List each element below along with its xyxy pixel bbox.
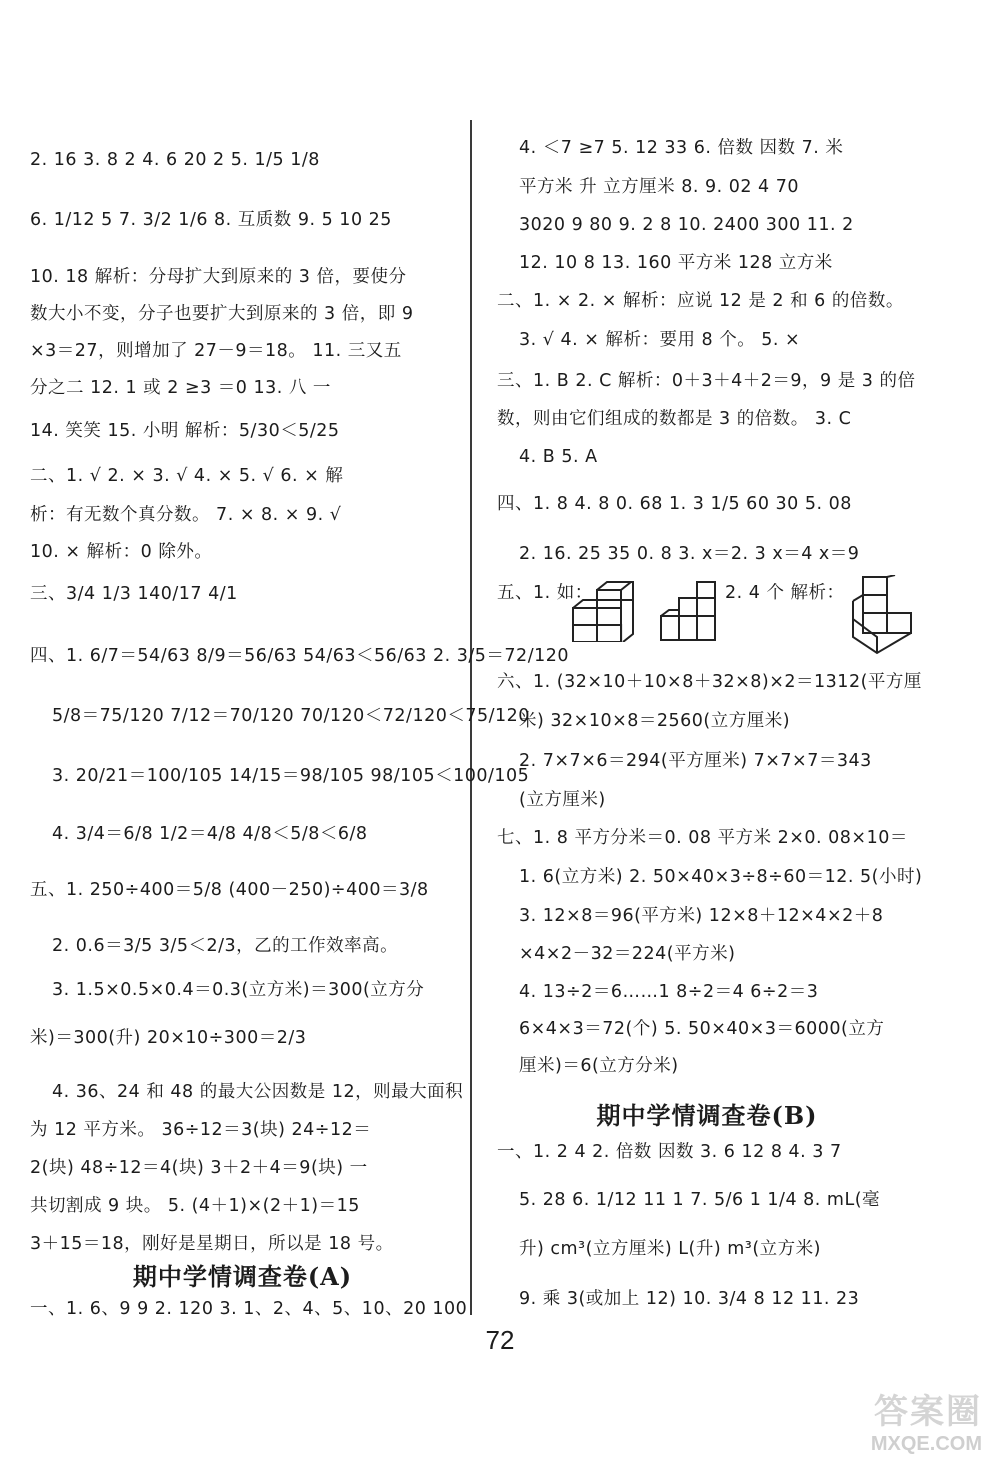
answer-line: 为 12 平方米。 36÷12＝3(块) 24÷12＝ [30, 1120, 372, 1140]
answer-line: 14. 笑笑 15. 小明 解析：5/30＜5/25 [30, 421, 340, 441]
answer-line: 2. 16. 25 35 0. 8 3. x＝2. 3 x＝4 x＝9 [519, 544, 860, 564]
section-title: 期中学情调查卷(A) [132, 1262, 353, 1291]
answer-line: 4. 13÷2＝6……1 8÷2＝4 6÷2＝3 [519, 982, 819, 1002]
cube-stack-figure-1 [569, 580, 649, 642]
answer-line: ×3＝27，则增加了 27－9＝18。 11. 三又五 [30, 341, 402, 361]
answer-line: 厘米)＝6(立方分米) [519, 1056, 679, 1076]
answer-line: 五、1. 250÷400＝5/8 (400－250)÷400＝3/8 [30, 880, 429, 900]
answer-line: 四、1. 6/7＝54/63 8/9＝56/63 54/63＜56/63 2. 3/5＝72/120 [30, 646, 569, 666]
answer-line: 3＋15＝18，刚好是星期日，所以是 18 号。 [30, 1234, 394, 1254]
answer-line: 3020 9 80 9. 2 8 10. 2400 300 11. 2 [519, 215, 854, 235]
answer-line: 2. 0.6＝3/5 3/5＜2/3，乙的工作效率高。 [52, 936, 399, 956]
answer-line: (立方厘米) [519, 790, 606, 810]
answer-line: 4. 36、24 和 48 的最大公因数是 12，则最大面积 [52, 1082, 464, 1102]
answer-line: 9. 乘 3(或加上 12) 10. 3/4 8 12 11. 23 [519, 1289, 860, 1309]
answer-line: 3. 20/21＝100/105 14/15＝98/105 98/105＜100/105 [52, 766, 530, 786]
answer-line: 2(块) 48÷12＝4(块) 3＋2＋4＝9(块) 一 [30, 1158, 368, 1178]
answer-line: 10. 18 解析：分母扩大到原来的 3 倍，要使分 [30, 267, 407, 287]
answer-line: 12. 10 8 13. 160 平方米 128 立方米 [519, 253, 833, 273]
answer-line: 5/8＝75/120 7/12＝70/120 70/120＜72/120＜75/120 [52, 706, 530, 726]
answer-line: 3. 1.5×0.5×0.4＝0.3(立方米)＝300(立方分 [52, 980, 425, 1000]
answer-line: 米)＝300(升) 20×10÷300＝2/3 [30, 1028, 307, 1048]
answer-line: 二、1. × 2. × 解析：应说 12 是 2 和 6 的倍数。 [497, 291, 904, 311]
answer-line: 2. 16 3. 8 2 4. 6 20 2 5. 1/5 1/8 [30, 150, 320, 170]
answer-line: 4. B 5. A [519, 447, 598, 467]
answer-line: 五、1. 如： [497, 583, 593, 603]
answer-line: 3. 12×8＝96(平方米) 12×8＋12×4×2＋8 [519, 906, 884, 926]
answer-line: 四、1. 8 4. 8 0. 68 1. 3 1/5 60 30 5. 08 [497, 494, 852, 514]
answer-line: 一、1. 6、9 9 2. 120 3. 1、2、4、5、10、20 100 [30, 1299, 468, 1319]
watermark-url: MXQE.COM [870, 1433, 982, 1455]
watermark-logo [842, 1384, 982, 1464]
answer-line: 数大小不变，分子也要扩大到原来的 3 倍，即 9 [30, 304, 414, 324]
answer-line: 4. 3/4＝6/8 1/2＝4/8 4/8＜5/8＜6/8 [52, 824, 368, 844]
answer-line: 米) 32×10×8＝2560(立方厘米) [519, 711, 791, 731]
cube-stack-figure-3 [849, 575, 915, 655]
answer-line: 6×4×3＝72(个) 5. 50×40×3＝6000(立方 [519, 1019, 885, 1039]
answer-line: 2. 4 个 解析： [725, 583, 845, 603]
answer-line: 升) cm³(立方厘米) L(升) m³(立方米) [519, 1239, 821, 1259]
answer-line: 6. 1/12 5 7. 3/2 1/6 8. 互质数 9. 5 10 25 [30, 210, 392, 230]
answer-line: 数，则由它们组成的数都是 3 的倍数。 3. C [497, 409, 852, 429]
cube-stack-figure-2 [657, 580, 719, 642]
answer-line: 1. 6(立方米) 2. 50×40×3÷8÷60＝12. 5(小时) [519, 867, 923, 887]
answer-line: 二、1. √ 2. × 3. √ 4. × 5. √ 6. × 解 [30, 466, 344, 486]
watermark-seal: 答案圈 [874, 1392, 982, 1432]
answer-line: 七、1. 8 平方分米＝0. 08 平方米 2×0. 08×10＝ [497, 828, 908, 848]
answer-line: 3. √ 4. × 解析：要用 8 个。 5. × [519, 330, 801, 350]
answer-line: 分之二 12. 1 或 2 ≥3 ＝0 13. 八 一 [30, 378, 331, 398]
answer-line: 5. 28 6. 1/12 11 1 7. 5/6 1 1/4 8. mL(毫 [519, 1190, 881, 1210]
section-title: 期中学情调查卷(B) [596, 1101, 818, 1130]
answer-line: 共切割成 9 块。 5. (4＋1)×(2＋1)＝15 [30, 1196, 360, 1216]
answer-line: 4. ＜7 ≥7 5. 12 33 6. 倍数 因数 7. 米 [519, 138, 844, 158]
answer-line: 六、1. (32×10＋10×8＋32×8)×2＝1312(平方厘 [497, 672, 922, 692]
answer-line: ×4×2－32＝224(平方米) [519, 944, 736, 964]
page-number: 72 [485, 1325, 515, 1355]
answer-line: 析：有无数个真分数。 7. × 8. × 9. √ [30, 505, 342, 525]
answer-line: 一、1. 2 4 2. 倍数 因数 3. 6 12 8 4. 3 7 [497, 1142, 842, 1162]
answer-line: 三、1. B 2. C 解析：0＋3＋4＋2＝9，9 是 3 的倍 [497, 371, 916, 391]
answer-line: 平方米 升 立方厘米 8. 9. 02 4 70 [519, 177, 800, 197]
answer-line: 2. 7×7×6＝294(平方厘米) 7×7×7＝343 [519, 751, 872, 771]
answer-line: 10. × 解析：0 除外。 [30, 542, 213, 562]
answer-line: 三、3/4 1/3 140/17 4/1 [30, 584, 238, 604]
